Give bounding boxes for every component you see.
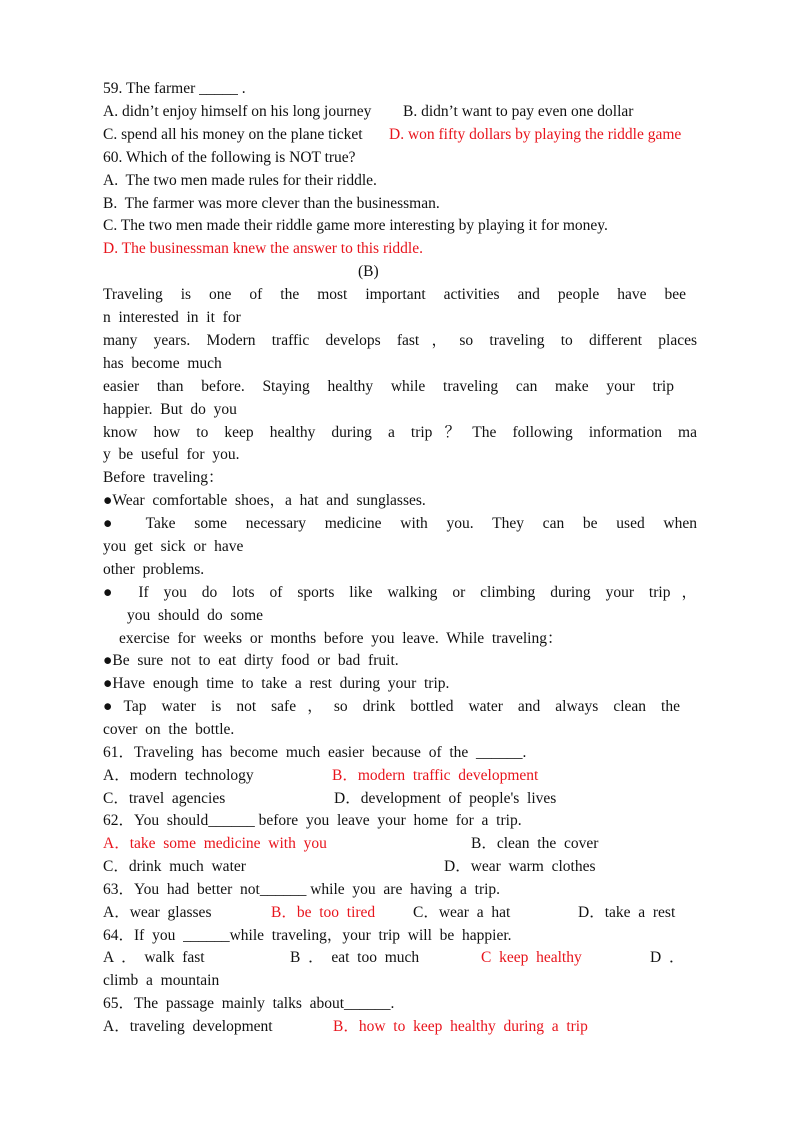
q61-option-b-answer: B．modern traffic development	[332, 767, 539, 784]
q63-option-d: D．take a rest	[578, 904, 676, 921]
q65-option-b-answer: B．how to keep healthy during a trip	[333, 1018, 588, 1035]
q59-option-b: B. didn’t want to pay even one dollar	[403, 103, 634, 120]
q64-stem: 64．If you ______while traveling，your trip will be happier.	[103, 927, 512, 944]
q65-stem: 65．The passage mainly talks about______.	[103, 995, 395, 1012]
bullet-item: ● If you do lots of sports like walking or climbing during your trip，	[103, 584, 697, 601]
q64-option-d: D ．	[650, 949, 685, 966]
q60-option-d-answer: D. The businessman knew the answer to this riddle.	[103, 240, 423, 257]
q63-option-c: C．wear a hat	[413, 904, 511, 921]
section-heading: (B)	[358, 263, 379, 280]
q60-option-c: C. The two men made their riddle game more interesting by playing it for money.	[103, 217, 608, 234]
q64-option-a: A ． walk fast	[103, 949, 205, 966]
q64-option-b: B ． eat too much	[290, 949, 420, 966]
q61-option-d: D．development of people's lives	[334, 790, 557, 807]
q59-option-a: A. didn’t enjoy himself on his long journey	[103, 103, 372, 120]
q60-stem: 60. Which of the following is NOT true?	[103, 149, 356, 166]
passage-line: Traveling is one of the most important activities and people have bee	[103, 286, 686, 303]
q62-stem: 62．You should______ before you leave your home for a trip.	[103, 812, 522, 829]
q59-option-c: C. spend all his money on the plane ticket	[103, 126, 363, 143]
passage-line: cover on the bottle.	[103, 721, 235, 738]
q63-option-b-answer: B．be too tired	[271, 904, 376, 921]
bullet-item: ● Take some necessary medicine with you. They can be used when	[103, 515, 697, 532]
q59-option-d-answer: D. won fifty dollars by playing the riddle game	[389, 126, 682, 143]
passage-line: many years. Modern traffic develops fast，so traveling to different places	[103, 332, 697, 349]
q62-option-c: C．drink much water	[103, 858, 246, 875]
bullet-item: ●Have enough time to take a rest during your trip.	[103, 675, 450, 692]
passage-line: easier than before. Staying healthy while traveling can make your trip	[103, 378, 674, 395]
q64-option-c-answer: C keep healthy	[481, 949, 582, 966]
passage-line: happier. But do you	[103, 401, 237, 418]
q63-stem: 63．You had better not______ while you are having a trip.	[103, 881, 501, 898]
q59-stem: 59. The farmer _____ .	[103, 80, 246, 97]
passage-line: y be useful for you.	[103, 446, 240, 463]
bullet-item: ●Be sure not to eat dirty food or bad fruit.	[103, 652, 399, 669]
q60-option-a: A. The two men made rules for their riddle.	[103, 172, 377, 189]
q61-option-c: C．travel agencies	[103, 790, 226, 807]
passage-line: you should do some	[127, 607, 264, 624]
q62-option-d: D．wear warm clothes	[444, 858, 596, 875]
q61-option-a: A．modern technology	[103, 767, 254, 784]
q62-option-a-answer: A．take some medicine with you	[103, 835, 327, 852]
q61-stem: 61．Traveling has become much easier because of the ______.	[103, 744, 527, 761]
bullet-item: ●Wear comfortable shoes，a hat and sunglasses.	[103, 492, 426, 509]
passage-line: know how to keep healthy during a trip？The following information ma	[103, 424, 697, 441]
q62-option-b: B．clean the cover	[471, 835, 599, 852]
q64-option-d-text: climb a mountain	[103, 972, 220, 989]
q63-option-a: A．wear glasses	[103, 904, 212, 921]
passage-line: you get sick or have	[103, 538, 244, 555]
bullet-item: ●Tap water is not safe，so drink bottled water and always clean the	[103, 698, 680, 715]
passage-line: has become much	[103, 355, 222, 372]
passage-line: Before traveling：	[103, 469, 224, 486]
passage-line: other problems.	[103, 561, 205, 578]
q65-option-a: A．traveling development	[103, 1018, 273, 1035]
passage-line: n interested in it for	[103, 309, 241, 326]
q60-option-b: B. The farmer was more clever than the businessman.	[103, 195, 440, 212]
passage-line: exercise for weeks or months before you leave. While traveling：	[119, 630, 563, 647]
